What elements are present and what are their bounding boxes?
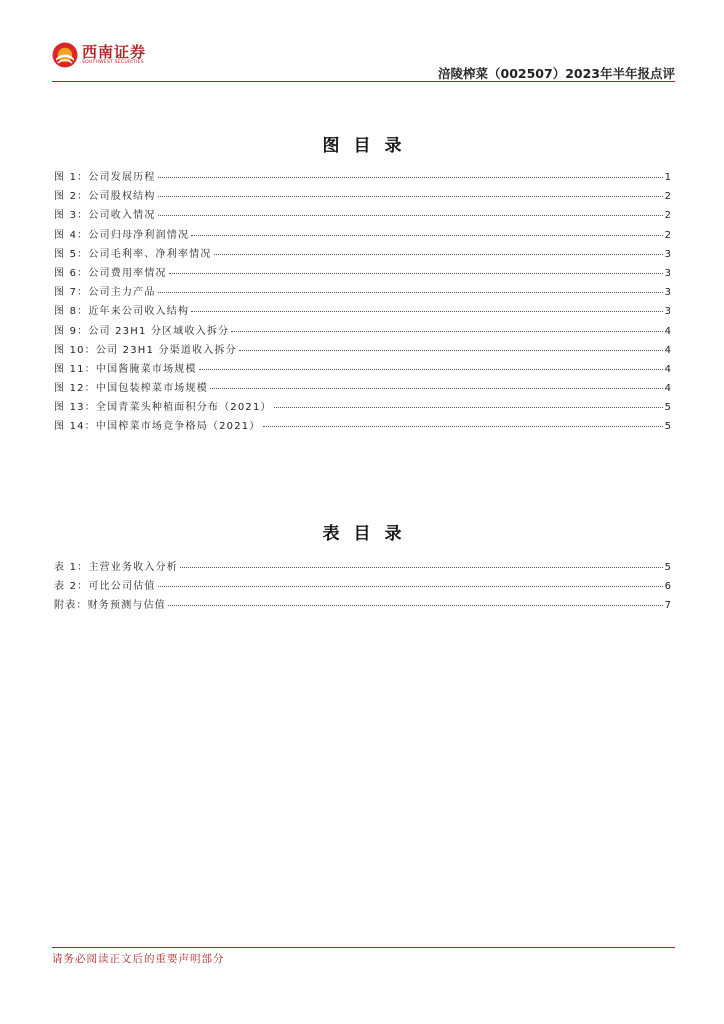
figure-toc-entry[interactable] (54, 245, 671, 264)
table-toc-entry-label: 附表：财务预测与估值 (54, 600, 166, 612)
figure-toc-entry[interactable] (54, 302, 671, 321)
dot-leader (239, 350, 663, 351)
footer-divider (52, 947, 675, 948)
table-toc-entry[interactable] (54, 558, 671, 577)
table-toc-entry-label: 表 2：可比公司估值 (54, 581, 156, 593)
dot-leader (169, 273, 663, 274)
figure-toc-entry-label: 图 2：公司股权结构 (54, 191, 156, 203)
dot-leader (210, 388, 663, 389)
figure-toc-entry[interactable] (54, 379, 671, 398)
figure-toc-entry[interactable] (54, 168, 671, 187)
figure-toc-entry-label: 图 14：中国榨菜市场竞争格局（2021） (54, 421, 261, 433)
dot-leader (231, 331, 662, 332)
tables-toc-title: 表目录 (322, 524, 416, 544)
dot-leader (191, 235, 662, 236)
dot-leader (158, 586, 663, 587)
footer-disclaimer: 请务必阅读正文后的重要声明部分 (52, 953, 225, 965)
dot-leader (158, 196, 663, 197)
dot-leader (199, 369, 663, 370)
figure-toc-entry-page: 4 (664, 325, 671, 337)
figures-toc-list (54, 168, 671, 437)
logo-text-en: SOUTHWEST SECURITIES (82, 59, 144, 65)
figure-toc-entry[interactable] (54, 341, 671, 360)
figure-toc-entry-label: 图 13：全国青菜头种植面积分布（2021） (54, 402, 272, 414)
dot-leader (191, 311, 662, 312)
dot-leader (158, 292, 663, 293)
table-toc-entry-page: 6 (664, 581, 671, 593)
figure-toc-entry[interactable] (54, 398, 671, 417)
figures-toc-title: 图目录 (322, 136, 416, 156)
table-toc-entry-label: 表 1：主营业务收入分析 (54, 562, 178, 573)
figure-toc-entry-label: 图 10：公司 23H1 分渠道收入拆分 (54, 344, 237, 356)
figure-toc-entry-label: 图 6：公司费用率情况 (54, 267, 167, 279)
figure-toc-entry-page: 3 (664, 306, 671, 318)
figure-toc-entry-page: 2 (664, 210, 671, 222)
figure-toc-entry-page: 3 (664, 287, 671, 299)
figure-toc-entry-page: 4 (664, 383, 671, 395)
header-divider (52, 81, 675, 82)
figure-toc-entry-page: 3 (664, 248, 671, 260)
figure-toc-entry[interactable] (54, 206, 671, 225)
figure-toc-entry[interactable] (54, 283, 671, 302)
dot-leader (263, 426, 663, 427)
figure-toc-entry-label: 图 1：公司发展历程 (54, 172, 156, 183)
figure-toc-entry[interactable] (54, 264, 671, 283)
dot-leader (168, 605, 663, 606)
figure-toc-entry[interactable] (54, 187, 671, 206)
figure-toc-entry-label: 图 5：公司毛利率、净利率情况 (54, 248, 212, 260)
figure-toc-entry-label: 图 12：中国包装榨菜市场规模 (54, 383, 208, 395)
figure-toc-entry-page: 1 (664, 172, 671, 183)
figure-toc-entry-page: 4 (664, 344, 671, 356)
report-title: 涪陵榨菜（002507）2023年半年报点评 (438, 66, 675, 81)
figure-toc-entry[interactable] (54, 417, 671, 436)
dot-leader (274, 407, 663, 408)
dot-leader (158, 215, 663, 216)
figure-toc-entry-page: 5 (664, 421, 671, 433)
figure-toc-entry-label: 图 3：公司收入情况 (54, 210, 156, 222)
logo-emblem-icon (52, 42, 78, 68)
figure-toc-entry-page: 4 (664, 363, 671, 375)
figure-toc-entry-page: 2 (664, 191, 671, 203)
table-toc-entry-page: 5 (664, 562, 671, 573)
figure-toc-entry[interactable] (54, 226, 671, 245)
figure-toc-entry-label: 图 9：公司 23H1 分区域收入拆分 (54, 325, 230, 337)
company-logo (52, 42, 146, 68)
table-toc-entry[interactable] (54, 577, 671, 596)
logo-text-cn: 西南证券 (82, 42, 147, 61)
dot-leader (214, 254, 663, 255)
figure-toc-entry[interactable] (54, 322, 671, 341)
figure-toc-entry[interactable] (54, 360, 671, 379)
table-toc-entry[interactable] (54, 596, 671, 615)
figure-toc-entry-page: 5 (664, 402, 671, 414)
tables-toc-list (54, 558, 671, 616)
figure-toc-entry-page: 2 (664, 229, 671, 241)
dot-leader (158, 177, 663, 178)
figure-toc-entry-page: 3 (664, 267, 671, 279)
figure-toc-entry-label: 图 4：公司归母净利润情况 (54, 229, 190, 241)
page-header (52, 40, 675, 80)
dot-leader (180, 567, 663, 568)
table-toc-entry-page: 7 (664, 600, 671, 612)
figure-toc-entry-label: 图 11：中国酱腌菜市场规模 (54, 363, 197, 375)
figure-toc-entry-label: 图 7：公司主力产品 (54, 287, 156, 299)
figure-toc-entry-label: 图 8：近年来公司收入结构 (54, 306, 190, 318)
